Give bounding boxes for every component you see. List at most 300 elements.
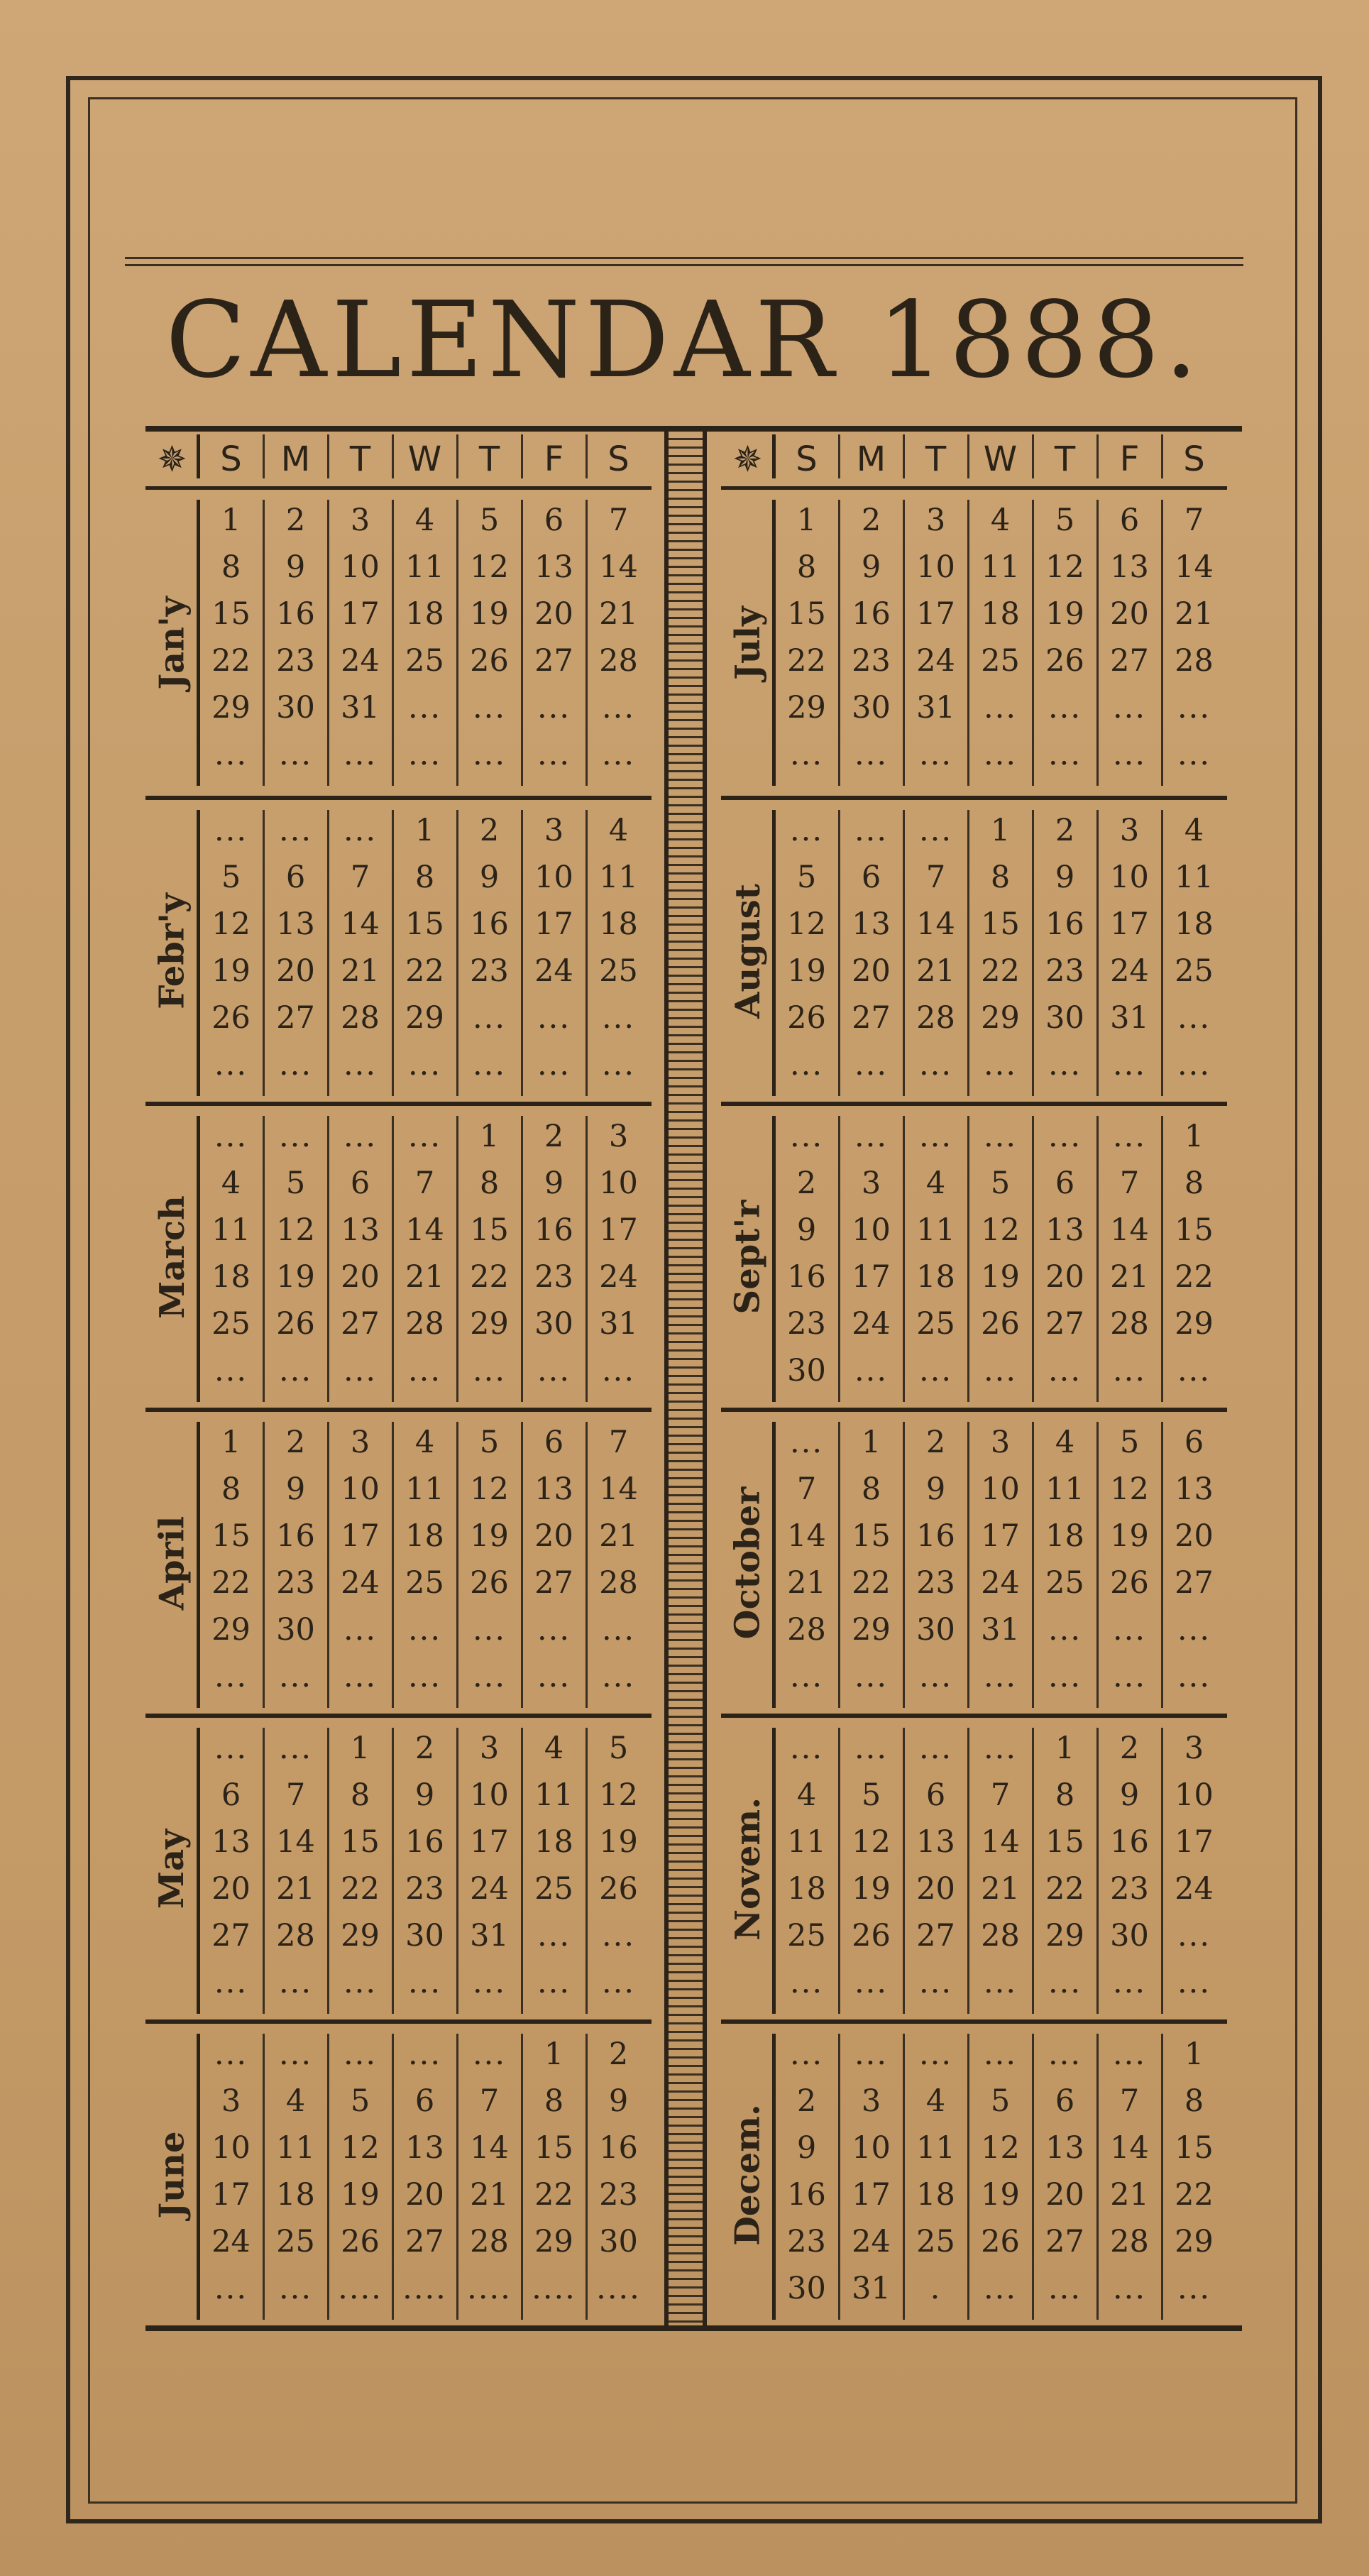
day-number: 4 [414, 503, 435, 538]
empty-day: ... [214, 1353, 248, 1388]
day-number: 20 [276, 953, 315, 989]
empty-day: ... [854, 1353, 888, 1388]
day-number: 21 [1110, 1259, 1149, 1295]
day-number: 10 [852, 2130, 891, 2166]
day-number: 20 [1045, 1259, 1084, 1295]
day-number: 17 [599, 1212, 638, 1248]
day-number: 7 [608, 1425, 629, 1460]
empty-day: .... [467, 2271, 512, 2306]
month-block [721, 796, 1227, 1102]
day-number: 22 [534, 2177, 573, 2213]
month-block [721, 1102, 1227, 1408]
weekday-label: T [478, 439, 500, 479]
day-number: 29 [211, 690, 251, 725]
day-number: 9 [285, 1471, 306, 1507]
day-number: 13 [405, 2130, 444, 2166]
day-number: 8 [1184, 1166, 1204, 1201]
empty-day: ... [1112, 1353, 1146, 1388]
day-number: 3 [479, 1731, 500, 1766]
day-number: 26 [1045, 643, 1084, 679]
day-number: 27 [211, 1918, 251, 1953]
day-number: 12 [981, 1212, 1020, 1248]
day-number: 17 [1175, 1824, 1214, 1860]
day-number: 18 [787, 1871, 826, 1907]
month-name-label: April [152, 1516, 192, 1610]
day-number: 28 [599, 643, 638, 679]
empty-day: ... [343, 2037, 377, 2072]
empty-day: ... [601, 1965, 635, 2000]
month-name [145, 2024, 199, 2325]
day-number: 21 [599, 596, 638, 632]
empty-day: ... [1177, 1047, 1211, 1083]
empty-day: ... [537, 1000, 571, 1036]
day-number: 12 [470, 1471, 509, 1507]
day-number: 6 [285, 860, 306, 895]
month-name-label: October [727, 1486, 768, 1639]
empty-day: ... [601, 1918, 635, 1953]
month-block [721, 2019, 1227, 2325]
empty-day: ... [407, 1612, 441, 1648]
calendar-grid [145, 426, 1242, 2331]
day-number: 10 [341, 1471, 380, 1507]
month-name-label: August [727, 883, 768, 1019]
month-block [721, 1408, 1227, 1714]
day-number: 22 [211, 1565, 251, 1601]
day-number: 29 [1175, 2224, 1214, 2259]
weekday-label: W [407, 439, 442, 479]
day-number: 10 [211, 2130, 251, 2166]
empty-day: ... [537, 1353, 571, 1388]
month-name-label: July [727, 605, 768, 680]
day-number: 23 [1045, 953, 1084, 989]
day-number: 23 [1110, 1871, 1149, 1907]
day-number: 9 [925, 1471, 946, 1507]
empty-day: ... [601, 1353, 635, 1388]
day-number: 1 [350, 1731, 370, 1766]
day-number: 21 [276, 1871, 315, 1907]
day-number: 7 [925, 860, 946, 895]
day-number: 25 [534, 1871, 573, 1907]
day-number: 2 [796, 1166, 817, 1201]
day-number: 4 [285, 2083, 306, 2119]
month-name-label: May [152, 1829, 192, 1909]
empty-day: ... [789, 813, 823, 848]
day-number: 23 [405, 1871, 444, 1907]
day-number: 1 [479, 1119, 500, 1154]
empty-day: ... [214, 2037, 248, 2072]
month-name-label: Decem. [727, 2103, 768, 2246]
empty-day: ... [537, 1965, 571, 2000]
empty-day: ... [983, 1659, 1017, 1694]
month-name-label: Sept'r [727, 1200, 768, 1314]
empty-day: ... [918, 1965, 952, 2000]
day-number: 31 [470, 1918, 509, 1953]
empty-day: ... [343, 1965, 377, 2000]
empty-day: ... [278, 1659, 312, 1694]
day-number: 8 [479, 1166, 500, 1201]
day-number: 11 [405, 549, 444, 585]
empty-day: ... [214, 1731, 248, 1766]
day-number: 8 [796, 549, 817, 585]
day-number: 27 [1175, 1565, 1214, 1601]
day-number: 14 [981, 1824, 1020, 1860]
day-number: 26 [599, 1871, 638, 1907]
day-number: 23 [534, 1259, 573, 1295]
day-number: 24 [1175, 1871, 1214, 1907]
empty-day: ... [1048, 1353, 1082, 1388]
empty-day: ... [1112, 1047, 1146, 1083]
day-number: 27 [405, 2224, 444, 2259]
empty-day: ... [1048, 2037, 1082, 2072]
day-number: 11 [916, 1212, 955, 1248]
month-block [145, 796, 651, 1102]
day-number: 15 [534, 2130, 573, 2166]
empty-day: ... [1112, 690, 1146, 725]
day-number: 5 [1055, 503, 1075, 538]
day-number: 29 [981, 1000, 1020, 1036]
day-number: 19 [1045, 596, 1084, 632]
day-number: 15 [1045, 1824, 1084, 1860]
day-number: 18 [405, 1518, 444, 1554]
day-number: 24 [852, 2224, 891, 2259]
day-number: 15 [470, 1212, 509, 1248]
day-number: 30 [916, 1612, 955, 1648]
empty-day: ... [537, 1918, 571, 1953]
day-number: 28 [787, 1612, 826, 1648]
day-number: 5 [796, 860, 817, 895]
day-number: 5 [608, 1731, 629, 1766]
day-number: 13 [534, 1471, 573, 1507]
day-number: 10 [470, 1777, 509, 1813]
day-number: 12 [1045, 549, 1084, 585]
month-block [145, 1714, 651, 2019]
weekday-label: S [220, 439, 242, 479]
day-number: 7 [414, 1166, 435, 1201]
day-number: 6 [1055, 1166, 1075, 1201]
day-number: 25 [276, 2224, 315, 2259]
day-number: 14 [1110, 2130, 1149, 2166]
empty-day: ... [1177, 1000, 1211, 1036]
day-number: 16 [276, 1518, 315, 1554]
day-number: 22 [1175, 2177, 1214, 2213]
weekday-label: T [1054, 439, 1076, 479]
day-number: 11 [1175, 860, 1214, 895]
empty-day: ... [1177, 1918, 1211, 1953]
day-number: 11 [916, 2130, 955, 2166]
day-number: 10 [534, 860, 573, 895]
day-number: 29 [787, 690, 826, 725]
header-divider [197, 434, 200, 478]
day-number: 2 [479, 813, 500, 848]
day-number: 7 [608, 503, 629, 538]
empty-day: ... [789, 2037, 823, 2072]
day-number: 13 [1175, 1471, 1214, 1507]
day-number: 14 [1175, 549, 1214, 585]
empty-day: ... [918, 2037, 952, 2072]
empty-day: ... [983, 1731, 1017, 1766]
day-number: 17 [341, 596, 380, 632]
month-name [721, 800, 774, 1102]
day-number: 15 [211, 1518, 251, 1554]
day-number: 17 [211, 2177, 251, 2213]
empty-day: ... [983, 1047, 1017, 1083]
day-number: 19 [981, 1259, 1020, 1295]
day-number: 4 [221, 1166, 241, 1201]
day-number: 29 [1175, 1306, 1214, 1342]
empty-day: ... [1112, 737, 1146, 772]
empty-day: ... [214, 1965, 248, 2000]
empty-day: ... [537, 1659, 571, 1694]
day-number: 6 [221, 1777, 241, 1813]
empty-day: ... [472, 737, 506, 772]
day-number: 3 [861, 2083, 881, 2119]
day-number: 11 [1045, 1471, 1084, 1507]
day-number: 24 [211, 2224, 251, 2259]
day-number: 18 [599, 906, 638, 942]
day-number: 9 [544, 1166, 564, 1201]
day-number: 2 [796, 2083, 817, 2119]
day-number: 11 [981, 549, 1020, 585]
empty-day: ... [1048, 1659, 1082, 1694]
day-number: 1 [544, 2037, 564, 2072]
day-number: 11 [276, 2130, 315, 2166]
day-number: 16 [852, 596, 891, 632]
day-number: 7 [1119, 2083, 1140, 2119]
day-number: 24 [534, 953, 573, 989]
empty-day: ... [789, 1965, 823, 2000]
month-block [145, 490, 651, 796]
day-number: 5 [350, 2083, 370, 2119]
empty-day: . [930, 2271, 942, 2306]
day-number: 26 [276, 1306, 315, 1342]
day-number: 6 [925, 1777, 946, 1813]
empty-day: ... [983, 737, 1017, 772]
empty-day: ... [1048, 1612, 1082, 1648]
empty-day: .... [338, 2271, 383, 2306]
empty-day: ... [983, 2271, 1017, 2306]
day-number: 21 [1110, 2177, 1149, 2213]
day-number: 15 [1175, 2130, 1214, 2166]
weekday-label: W [983, 439, 1018, 479]
month-name [145, 1412, 199, 1714]
day-number: 12 [981, 2130, 1020, 2166]
day-number: 29 [211, 1612, 251, 1648]
day-number: 7 [796, 1471, 817, 1507]
day-number: 14 [787, 1518, 826, 1554]
day-number: 12 [1110, 1471, 1149, 1507]
day-number: 12 [787, 906, 826, 942]
day-number: 28 [981, 1918, 1020, 1953]
day-number: 19 [852, 1871, 891, 1907]
day-number: 30 [787, 1353, 826, 1388]
day-number: 23 [852, 643, 891, 679]
day-number: 1 [1184, 1119, 1204, 1154]
day-number: 2 [544, 1119, 564, 1154]
day-number: 8 [861, 1471, 881, 1507]
day-number: 22 [405, 953, 444, 989]
day-number: 9 [1119, 1777, 1140, 1813]
day-number: 19 [211, 953, 251, 989]
empty-day: ... [601, 1659, 635, 1694]
day-number: 2 [1119, 1731, 1140, 1766]
day-number: 27 [341, 1306, 380, 1342]
month-name [145, 1106, 199, 1408]
empty-day: ... [601, 737, 635, 772]
day-number: 18 [276, 2177, 315, 2213]
day-number: 22 [981, 953, 1020, 989]
empty-day: ... [854, 1119, 888, 1154]
empty-day: .... [596, 2271, 641, 2306]
day-number: 8 [414, 860, 435, 895]
day-number: 25 [405, 1565, 444, 1601]
empty-day: ... [789, 1731, 823, 1766]
day-number: 17 [1110, 906, 1149, 942]
day-number: 22 [787, 643, 826, 679]
day-number: 21 [341, 953, 380, 989]
day-number: 24 [341, 643, 380, 679]
day-number: 8 [990, 860, 1011, 895]
day-number: 24 [852, 1306, 891, 1342]
empty-day: ... [1177, 1612, 1211, 1648]
day-number: 7 [479, 2083, 500, 2119]
day-number: 11 [787, 1824, 826, 1860]
day-number: 12 [470, 549, 509, 585]
day-number: 4 [544, 1731, 564, 1766]
day-number: 21 [981, 1871, 1020, 1907]
day-number: 8 [221, 1471, 241, 1507]
day-number: 31 [981, 1612, 1020, 1648]
day-number: 4 [796, 1777, 817, 1813]
day-number: 23 [916, 1565, 955, 1601]
day-number: 3 [990, 1425, 1011, 1460]
day-number: 27 [1045, 2224, 1084, 2259]
day-number: 25 [405, 643, 444, 679]
day-number: 15 [852, 1518, 891, 1554]
empty-day: ... [278, 2271, 312, 2306]
day-number: 4 [1184, 813, 1204, 848]
day-number: 29 [852, 1612, 891, 1648]
day-number: 31 [341, 690, 380, 725]
empty-day: ... [214, 2271, 248, 2306]
day-number: 28 [916, 1000, 955, 1036]
day-number: 25 [916, 2224, 955, 2259]
day-number: 6 [861, 860, 881, 895]
day-number: 31 [599, 1306, 638, 1342]
day-number: 28 [1175, 643, 1214, 679]
day-number: 29 [470, 1306, 509, 1342]
empty-day: ... [537, 737, 571, 772]
day-number: 15 [1175, 1212, 1214, 1248]
day-number: 25 [787, 1918, 826, 1953]
day-number: 1 [221, 503, 241, 538]
day-number: 18 [981, 596, 1020, 632]
day-number: 10 [599, 1166, 638, 1201]
day-number: 17 [534, 906, 573, 942]
day-number: 10 [981, 1471, 1020, 1507]
day-number: 23 [276, 1565, 315, 1601]
day-number: 7 [1119, 1166, 1140, 1201]
day-number: 1 [1184, 2037, 1204, 2072]
day-number: 21 [787, 1565, 826, 1601]
day-number: 20 [852, 953, 891, 989]
day-number: 2 [861, 503, 881, 538]
header-divider [1032, 434, 1034, 478]
empty-day: ... [918, 1119, 952, 1154]
day-number: 24 [341, 1565, 380, 1601]
day-number: 7 [990, 1777, 1011, 1813]
day-number: 7 [285, 1777, 306, 1813]
day-number: 2 [285, 503, 306, 538]
day-number: 18 [211, 1259, 251, 1295]
day-number: 25 [211, 1306, 251, 1342]
day-number: 5 [1119, 1425, 1140, 1460]
day-number: 12 [852, 1824, 891, 1860]
day-number: 16 [916, 1518, 955, 1554]
day-number: 6 [1184, 1425, 1204, 1460]
empty-day: ... [1112, 1659, 1146, 1694]
empty-day: ... [854, 1965, 888, 2000]
day-number: 28 [405, 1306, 444, 1342]
day-number: 7 [1184, 503, 1204, 538]
day-number: 27 [276, 1000, 315, 1036]
header-divider [327, 434, 329, 478]
day-number: 11 [211, 1212, 251, 1248]
day-number: 30 [534, 1306, 573, 1342]
empty-day: ... [407, 690, 441, 725]
empty-day: ... [472, 1659, 506, 1694]
empty-day: ... [343, 1659, 377, 1694]
day-number: 25 [1175, 953, 1214, 989]
day-number: 10 [341, 549, 380, 585]
month-name [145, 800, 199, 1102]
day-number: 20 [534, 596, 573, 632]
weekday-label: S [607, 439, 629, 479]
empty-day: ... [537, 1612, 571, 1648]
empty-day: ... [407, 1119, 441, 1154]
day-number: 16 [534, 1212, 573, 1248]
empty-day: ... [1177, 1353, 1211, 1388]
day-number: 10 [852, 1212, 891, 1248]
empty-day: ... [1048, 690, 1082, 725]
day-number: 18 [916, 1259, 955, 1295]
month-block [721, 1714, 1227, 2019]
day-number: 26 [470, 643, 509, 679]
empty-day: ... [854, 1731, 888, 1766]
day-number: 9 [1055, 860, 1075, 895]
empty-day: ... [472, 1047, 506, 1083]
day-number: 21 [470, 2177, 509, 2213]
day-number: 1 [1055, 1731, 1075, 1766]
day-number: 13 [341, 1212, 380, 1248]
day-number: 3 [544, 813, 564, 848]
day-number: 16 [787, 1259, 826, 1295]
day-number: 9 [861, 549, 881, 585]
day-number: 12 [599, 1777, 638, 1813]
month-name [721, 1718, 774, 2019]
day-number: 15 [405, 906, 444, 942]
day-number: 26 [852, 1918, 891, 1953]
empty-day: ... [854, 2037, 888, 2072]
month-name-label: Jan'y [152, 596, 192, 690]
day-number: 3 [1119, 813, 1140, 848]
header-divider [585, 434, 588, 478]
day-number: 30 [405, 1918, 444, 1953]
empty-day: ... [1048, 1965, 1082, 2000]
day-number: 27 [916, 1918, 955, 1953]
empty-day: ... [278, 1731, 312, 1766]
day-number: 11 [405, 1471, 444, 1507]
day-number: 28 [276, 1918, 315, 1953]
